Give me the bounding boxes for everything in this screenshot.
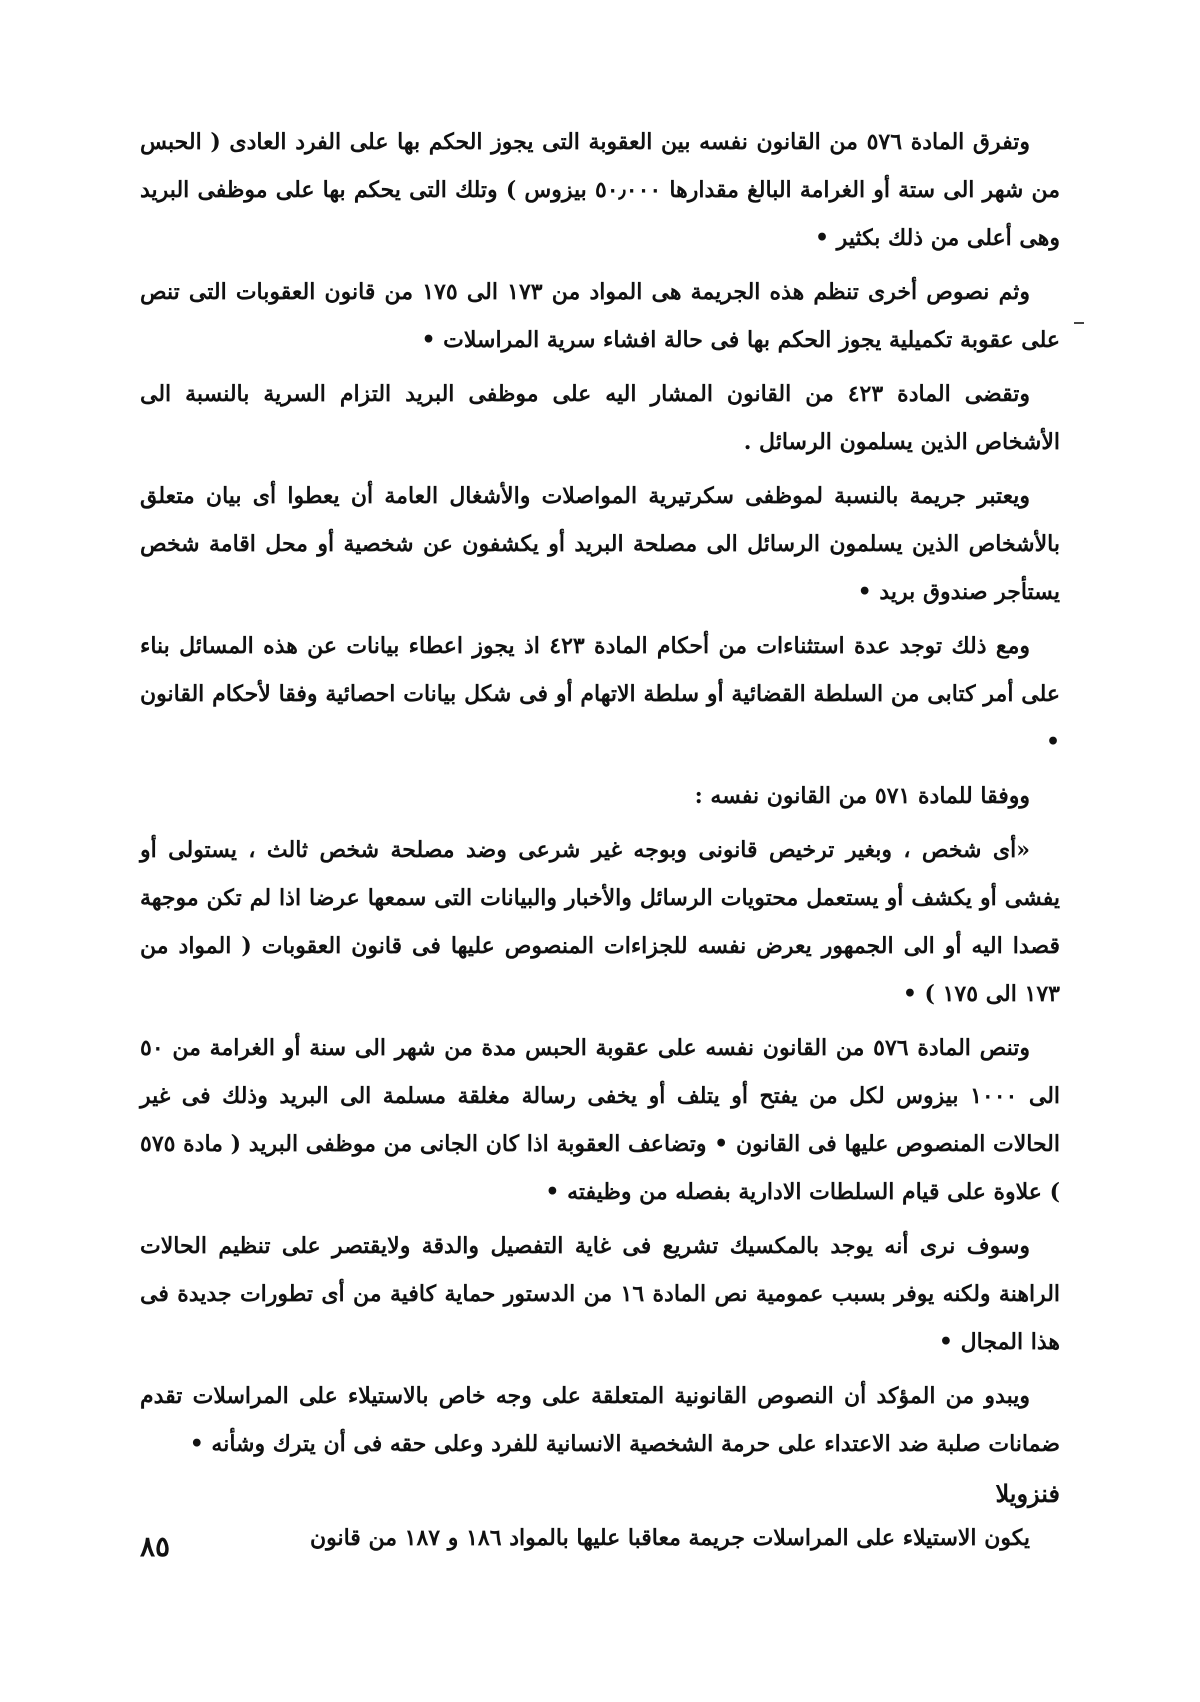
page-number: ٨٥ <box>140 1530 171 1563</box>
paragraph-article-423: وتقضى المادة ٤٢٣ من القانون المشار اليه على موظفى البريد التزام السرية بالنسبة الى الأشخاص الذين يسلمون الرسائل . <box>140 381 1060 455</box>
paragraph-article-571-intro: ووفقا للمادة ٥٧١ من القانون نفسه : <box>694 783 1030 809</box>
paragraph-article-571-quote: «أى شخص ، وبغير ترخيص قانونى وبوجه غير شرعى وضد مصلحة شخص ثالث ، يستولى أو يفشى أو يكشف أو يستعمل محتويات الرسائل والأخبار والبيانات التى سمعها عرضا اذا لم تكن موجهة قصدا اليه أو الى الجمهور يعرض نفسه للجزاءات المنصوص عليها فى قانون العقوبات ( المواد من ١٧٣ الى ١٧٥ ) • <box>140 837 1060 1007</box>
paragraph-article-576-opening-mail: وتنص المادة ٥٧٦ من القانون نفسه على عقوبة الحبس مدة من شهر الى سنة أو الغرامة من ٥٠ الى ١٠٠٠ بيزوس لكل من يفتح أو يتلف أو يخفى رسالة مغلقة مسلمة الى البريد وذلك فى غير الحالات المنصوص عليها فى القانون • وتضاعف العقوبة اذا كان الجانى من موظفى البريد ( مادة ٥٧٥ ) علاوة على قيام السلطات الادارية بفصله من وظيفته • <box>140 1035 1061 1205</box>
paragraph-communications-staff: ويعتبر جريمة بالنسبة لموظفى سكرتيرية المواصلات والأشغال العامة أن يعطوا أى بيان متعلق بالأشخاص الذين يسلمون الرسائل الى مصلحة البريد أو يكشفون عن شخصية أو محل اقامة شخص يستأجر صندوق بريد • <box>140 483 1060 605</box>
paragraph-exceptions: ومع ذلك توجد عدة استثناءات من أحكام المادة ٤٢٣ اذ يجوز اعطاء بيانات عن هذه المسائل بناء على أمر كتابى من السلطة القضائية أو سلطة الاتهام أو فى شكل بيانات احصائية وفقا لأحكام القانون • <box>140 633 1060 755</box>
paragraph-articles-173-175: وثم نصوص أخرى تنظم هذه الجريمة هى المواد من ١٧٣ الى ١٧٥ من قانون العقوبات التى تنص على عقوبة تكميلية يجوز الحكم بها فى حالة افشاء سرية المراسلات • <box>140 279 1060 353</box>
paragraph-venezuela: يكون الاستيلاء على المراسلات جريمة معاقبا عليها بالمواد ١٨٦ و ١٨٧ من قانون <box>309 1525 1030 1551</box>
paragraph-mexico-legislation: وسوف نرى أنه يوجد بالمكسيك تشريع فى غاية التفصيل والدقة ولايقتصر على تنظيم الحالات الراهنة ولكنه يوفر بسبب عمومية نص المادة ١٦ من الدستور حماية كافية من أى تطورات جديدة فى هذا المجال • <box>140 1233 1061 1355</box>
margin-mark <box>1074 322 1084 324</box>
section-heading-venezuela: فنزويلا <box>995 1479 1060 1508</box>
paragraph-legal-guarantees: ويبدو من المؤكد أن النصوص القانونية المتعلقة على وجه خاص بالاستيلاء على المراسلات تقدم ضمانات صلبة ضد الاعتداء على حرمة الشخصية الانسانية للفرد وعلى حقه فى أن يترك وشأنه • <box>140 1383 1060 1457</box>
page-body <box>140 118 1060 1568</box>
paragraph-article-576-penalties: وتفرق المادة ٥٧٦ من القانون نفسه بين العقوبة التى يجوز الحكم بها على الفرد العادى ( الحبس من شهر الى ستة أو الغرامة البالغ مقدارها ٥٠٫٠٠٠ بيزوس ) وتلك التى يحكم بها على موظفى البريد وهى أعلى من ذلك بكثير • <box>140 129 1060 251</box>
